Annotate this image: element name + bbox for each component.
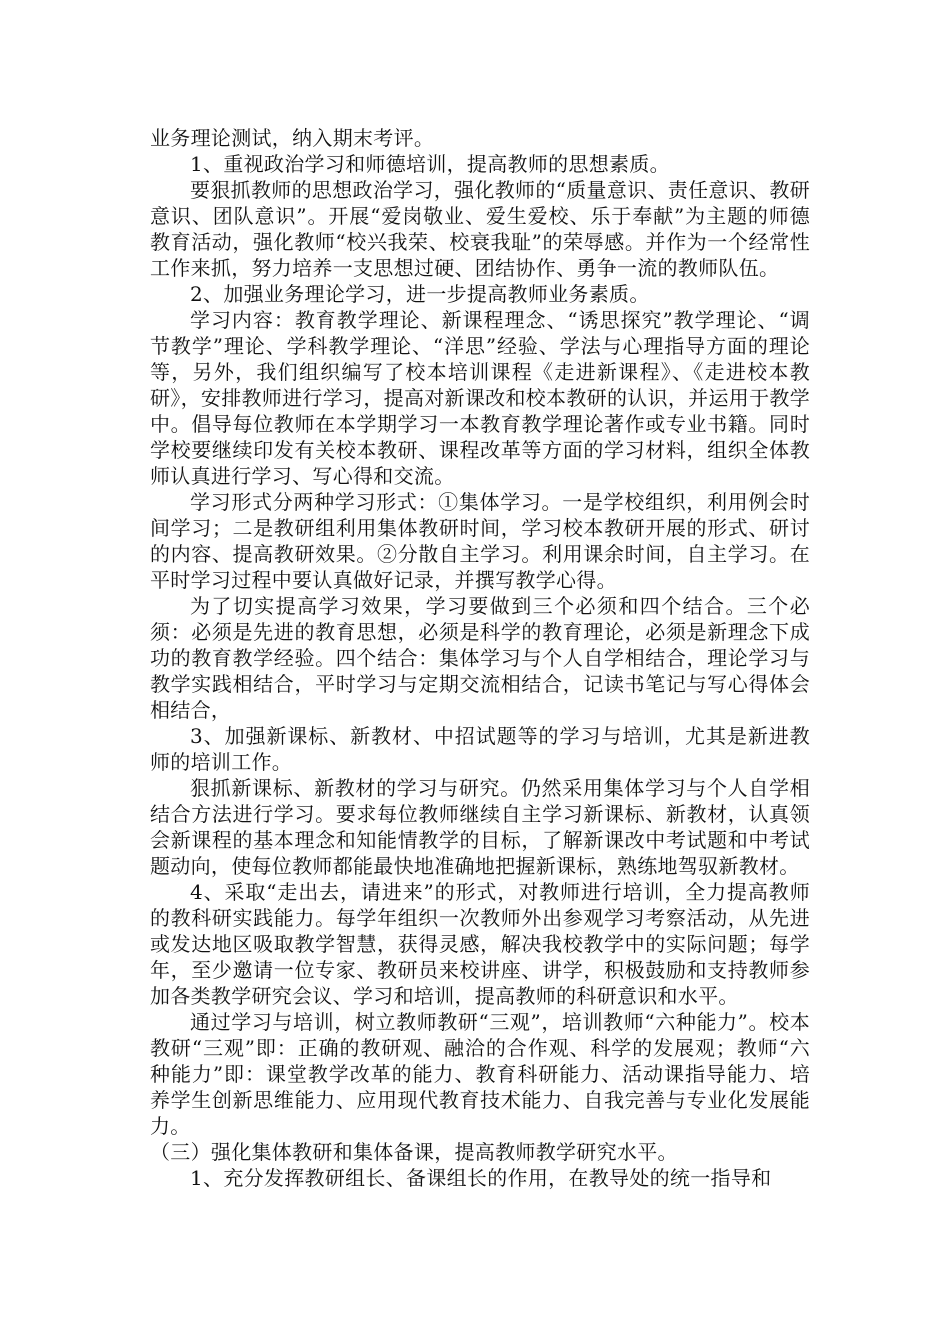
paragraph-three-views: 通过学习与培训，树立教师教研“三观”，培训教师“六种能力”。校本教研“三观”即：正确的教研观、融洽的合作观、科学的发展观；教师“六种能力”即：课堂教学改革的能力、教育科研能力、活动课指导能力、培养学生创新思维能力、应用现代教育技术能力、自我完善与专业化发展能力。	[150, 1010, 810, 1138]
paragraph-new-curriculum: 狠抓新课标、新教材的学习与研究。仍然采用集体学习与个人自学相结合方法进行学习。要求每位教师继续自主学习新课标、新教材，认真领会新课程的基本理念和知能情教学的目标，了解新课改中考试题和中考试题动向，使每位教师都能最快地准确地把握新课标，熟练地驾驭新教材。	[150, 776, 810, 878]
paragraph-study-effect: 为了切实提高学习效果，学习要做到三个必须和四个结合。三个必须：必须是先进的教育思想，必须是科学的教育理论，必须是新理念下成功的教育教学经验。四个结合：集体学习与个人自学相结合，理论学习与教学实践相结合，平时学习与定期交流相结合，记读书笔记与写心得体会相结合，	[150, 594, 810, 722]
paragraph-study-forms: 学习形式分两种学习形式：①集体学习。一是学校组织，利用例会时间学习；二是教研组利用集体教研时间，学习校本教研开展的形式、研讨的内容、提高教研效果。②分散自主学习。利用课余时间，自主学习。在平时学习过程中要认真做好记录，并撰写教学心得。	[150, 490, 810, 592]
paragraph-heading-3: 3、加强新课标、新教材、中招试题等的学习与培训，尤其是新进教师的培训工作。	[150, 724, 810, 774]
document-body	[150, 125, 810, 1191]
paragraph-heading-4: 4、采取“走出去，请进来”的形式，对教师进行培训，全力提高教师的教科研实践能力。每学年组织一次教师外出参观学习考察活动，从先进或发达地区吸取教学智慧，获得灵感，解决我校教学中的实际问题；每学年，至少邀请一位专家、教研员来校讲座、讲学，积极鼓励和支持教师参加各类教学研究会议、学习和培训，提高教师的科研意识和水平。	[150, 880, 810, 1008]
paragraph-heading-1: 1、重视政治学习和师德培训，提高教师的思想素质。	[190, 152, 670, 176]
paragraph-heading-5: 1、充分发挥教研组长、备课组长的作用，在教导处的统一指导和	[190, 1166, 772, 1190]
paragraph-continuation: 业务理论测试，纳入期末考评。	[150, 126, 435, 150]
paragraph-study-content: 学习内容：教育教学理论、新课程理念、“诱思探究”教学理论、“调节教学”理论、学科教学理论、“洋思”经验、学法与心理指导方面的理论等，另外，我们组织编写了校本培训课程《走进新课程》、《走进校本教研》，安排教师进行学习，提高对新课改和校本教研的认识，并运用于教学中。倡导每位教师在本学期学习一本教育教学理论著作或专业书籍。同时学校要继续印发有关校本教研、课程改革等方面的学习材料，组织全体教师认真进行学习、写心得和交流。	[150, 308, 810, 488]
paragraph-heading-2: 2、加强业务理论学习，进一步提高教师业务素质。	[190, 282, 650, 306]
paragraph-political-study: 要狠抓教师的思想政治学习，强化教师的“质量意识、责任意识、教研意识、团队意识”。开展“爱岗敬业、爱生爱校、乐于奉献”为主题的师德教育活动，强化教师“校兴我荣、校衰我耻”的荣辱感。并作为一个经常性工作来抓，努力培养一支思想过硬、团结协作、勇争一流的教师队伍。	[150, 178, 810, 280]
section-heading-3: （三）强化集体教研和集体备课，提高教师教学研究水平。	[150, 1140, 678, 1164]
